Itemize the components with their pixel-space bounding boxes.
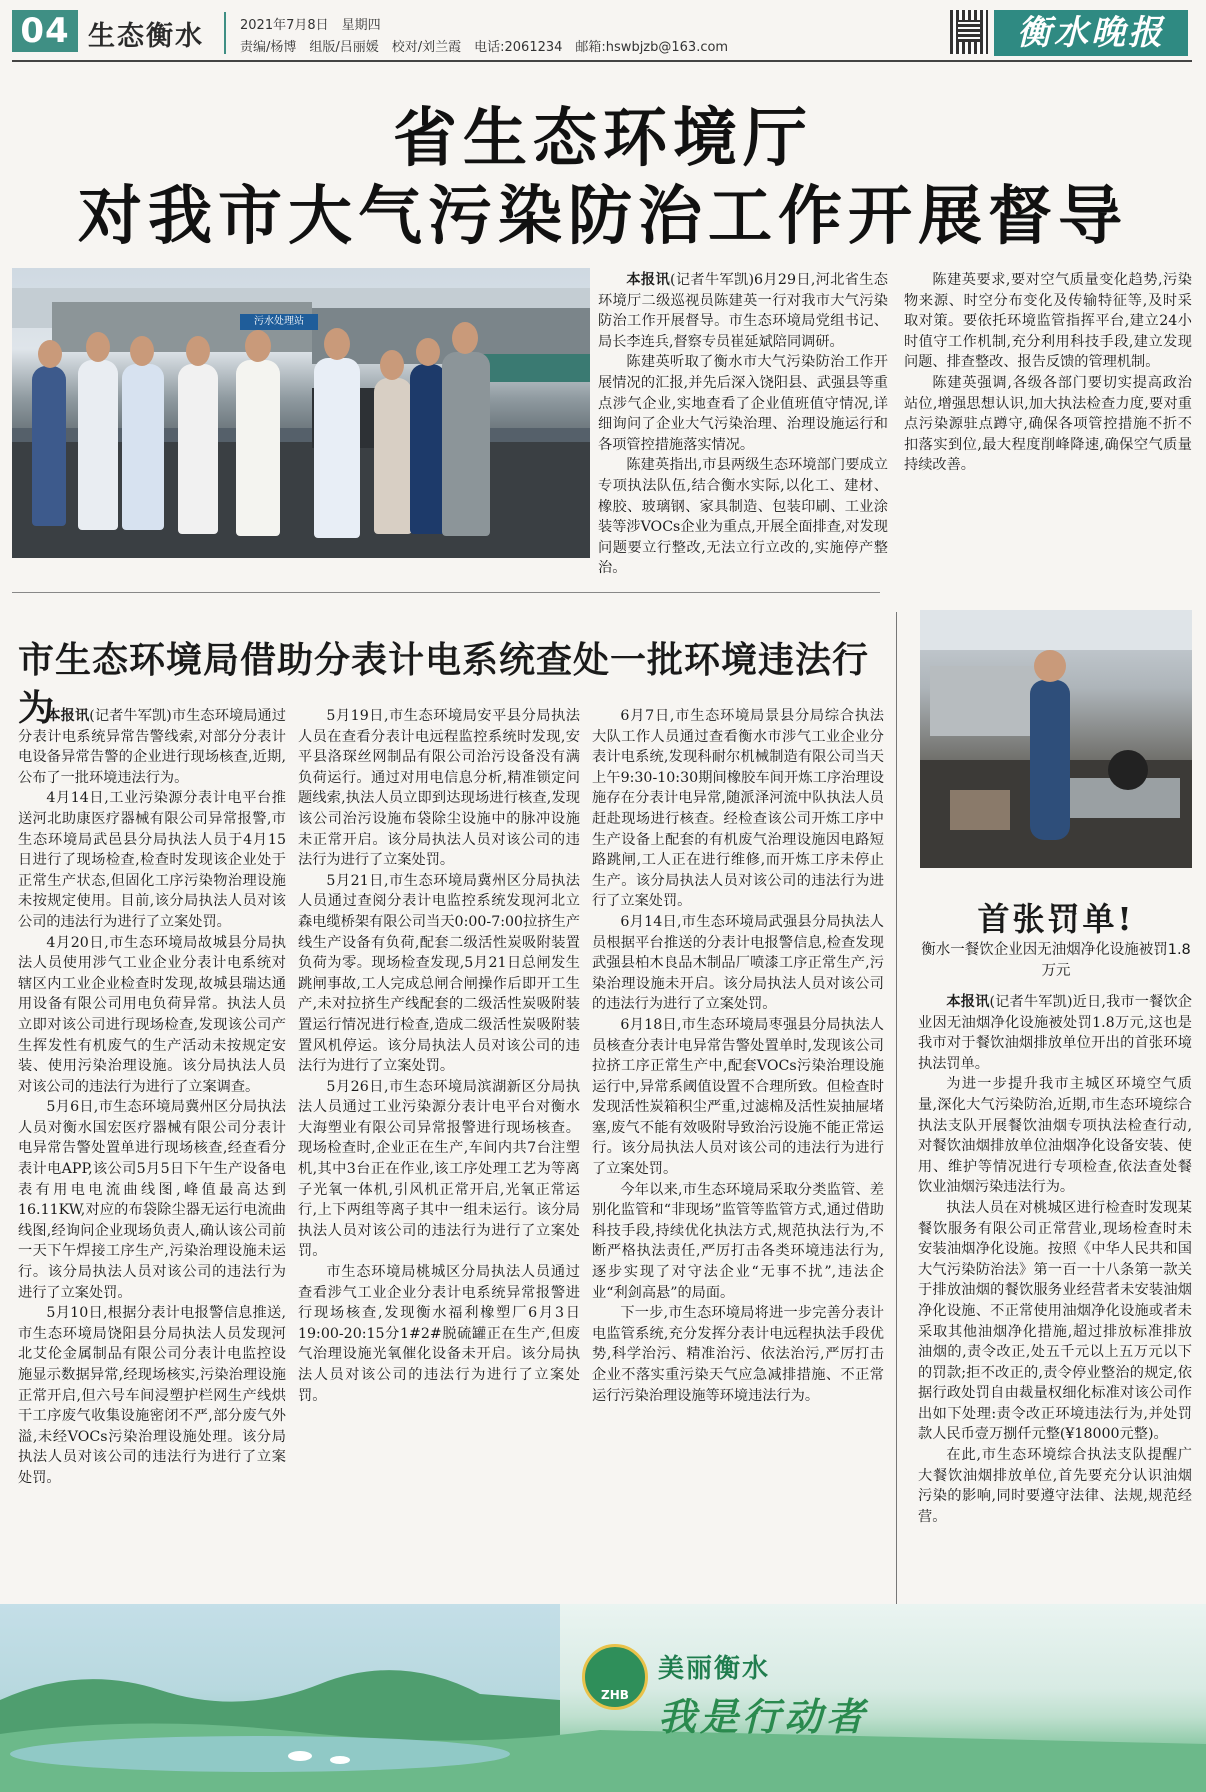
lead-headline bbox=[0, 100, 1206, 256]
qr-code-icon bbox=[950, 10, 988, 54]
article3-title: 首张罚单! bbox=[977, 900, 1135, 938]
article2-paragraph: 今年以来,市生态环境局采取分类监管、差别化监管和“非现场”监管等监管方式,通过借助科技手段,持续优化执法方式,规范执法行为,不断严格执法责任,严厉打击各类环境违法行为,逐步实现了对守法企业“无事不扰”,违法企业“利剑高悬”的局面。 bbox=[592, 1181, 884, 1301]
photo-person bbox=[178, 364, 218, 534]
photo-person-head bbox=[416, 338, 440, 366]
article3-paragraph: 在此,市生态环境综合执法支队提醒广大餐饮油烟排放单位,首先要充分认识油烟污染的影响,同时要遵守法律、法规,规范经营。 bbox=[918, 1447, 1192, 1525]
photo-person-head bbox=[38, 340, 62, 368]
section-rule bbox=[12, 592, 880, 593]
photo-person-head bbox=[86, 332, 110, 362]
byline: 本报讯 bbox=[626, 272, 670, 288]
photo-person bbox=[78, 360, 118, 530]
photo-person-head bbox=[130, 336, 154, 366]
lead-paragraph: 陈建英听取了衡水市大气污染防治工作开展情况的汇报,并先后深入饶阳县、武强县等重点涉气企业,实地查看了企业值班值守情况,详细询问了企业大气污染治理、治理设施运行和各项管控措施落实情况。 bbox=[598, 354, 888, 453]
article2-paragraph: 市生态环境局桃城区分局执法人员通过查看涉气工业企业分表计电系统异常报警进行现场核查,发现衡水福利橡塑厂6月3日19:00-20:15分1#2#脱硫罐正在生产,但废气治理设施光氧催化设备未开启。该分局执法人员对该公司的违法行为进行了立案处罚。 bbox=[298, 1264, 580, 1404]
kitchen-scene-illustration bbox=[920, 610, 1192, 868]
banner-slogan-line2: 我是行动者 bbox=[658, 1694, 869, 1739]
lead-headline-line2: 对我市大气污染防治工作开展督导 bbox=[78, 179, 1128, 254]
header-divider bbox=[224, 12, 226, 54]
photo-person bbox=[410, 364, 446, 534]
photo-person bbox=[314, 358, 360, 538]
article2-paragraph: 4月14日,工业污染源分表计电平台推送河北助康医疗器械有限公司异常报警,市生态环境局武邑县分局执法人员于4月15日进行了现场检查,检查时发现该企业处于正常生产状态,但固化工序污染物治理设施未按规定使用。目前,该分局执法人员对该公司的违法行为进行了立案处罚。 bbox=[18, 790, 286, 930]
photo-person-head bbox=[186, 336, 210, 366]
lead-column-1 bbox=[598, 270, 888, 579]
photo-person bbox=[374, 378, 412, 534]
editor-credits: 责编/杨博 组版/吕丽媛 校对/刘兰霞 电话:2061234 邮箱:hswbjzb@163.com bbox=[240, 40, 729, 55]
article3-column bbox=[918, 992, 1192, 1527]
lead-paragraph: 陈建英要求,要对空气质量变化趋势,污染物来源、时空分布变化及传输特征等,及时采取对策。要依托环境监管指挥平台,建立24小时值守工作机制,充分利用科技手段,建立发现问题、排查整改、报告反馈的管理机制。 bbox=[904, 272, 1192, 371]
article2-title: 市生态环境局借助分表计电系统查处一批环境违法行为 bbox=[18, 639, 870, 729]
banner-slogan-line1: 美丽衡水 bbox=[658, 1654, 771, 1684]
public-service-banner bbox=[0, 1604, 1206, 1792]
section-name: 生态衡水 bbox=[88, 21, 204, 52]
page-number: 04 bbox=[12, 10, 78, 52]
lead-paragraph: 陈建英强调,各级各部门要切实提高政治站位,增强思想认识,加大执法检查力度,要对重点污染源驻点蹲守,确保各项管控措施不折不扣落实到位,最大程度削峰降速,确保空气质量持续改善。 bbox=[904, 374, 1192, 474]
article2-column-3 bbox=[592, 706, 884, 1406]
article2-paragraph: 6月14日,市生态环境局武强县分局执法人员根据平台推送的分表计电报警信息,检查发现武强县柏木良品木制品厂喷漆工序正常生产,污染治理设施未开启。该分局执法人员对该公司的违法行为进行了立案处罚。 bbox=[592, 913, 884, 1013]
lead-headline-line1: 省生态环境厅 bbox=[393, 101, 813, 176]
lead-intro: (记者牛军凯)6月29日,河北省生态环境厅二级巡视员陈建英一行对我市大气污染防治工作开展督导。市生态环境局党组书记、局长李连兵,督察专员崔延斌陪同调研。 bbox=[598, 272, 888, 350]
article3-intro: (记者牛军凯)近日,我市一餐饮企业因无油烟净化设施被处罚1.8万元,这也是我市对于餐饮油烟排放单位开出的首张环境执法罚单。 bbox=[918, 994, 1192, 1072]
photo-person-head bbox=[452, 322, 478, 354]
lead-paragraph: 陈建英指出,市县两级生态环境部门要成立专项执法队伍,结合衡水实际,以化工、建材、橡胶、玻璃钢、家具制造、包装印刷、工业涂装等涉VOCs企业为重点,开展全面排查,对发现问题要立行整改,无法立行立改的,实施停产整治。 bbox=[598, 457, 888, 577]
article2-paragraph: 下一步,市生态环境局将进一步完善分表计电监管系统,充分发挥分表计电远程执法手段优势,科学治污、精准治污、依法治污,严厉打击企业不落实重污染天气应急减排措施、不正常运行污染治理设施等环境违法行为。 bbox=[592, 1305, 884, 1404]
photo-person bbox=[442, 352, 490, 536]
article3-paragraph: 执法人员在对桃城区进行检查时发现某餐饮服务有限公司正常营业,现场检查时未安装油烟净化设施。按照《中华人民共和国大气污染防治法》第一百一十八条第一款关于排放油烟的餐饮服务业经营者未安装油烟净化设施、不正常使用油烟净化设施或者未采取其他油烟净化措施,超过排放标准排放油烟的,责令改正,处五千元以上五万元以下的罚款;拒不改正的,责令停业整治的规定,依据行政处罚自由裁量权细化标准对该公司作出如下处理:责令改正环境违法行为,并处罚款人民币壹万捌仟元整(¥18000元整)。 bbox=[918, 1199, 1192, 1443]
article3-paragraph: 为进一步提升我市主城区环境空气质量,深化大气污染防治,近期,市生态环境综合执法支队开展餐饮油烟专项执法检查行动,对餐饮油烟排放单位油烟净化设备安装、使用、维护等情况进行专项检查,依法查处餐饮业油烟污染违法行为。 bbox=[918, 1076, 1192, 1196]
photo-person bbox=[32, 366, 66, 526]
article2-intro: (记者牛军凯)市生态环境局通过分表计电系统异常告警线索,对部分分表计电设备异常告警的企业进行现场核查,近期,公布了一批环境违法行为。 bbox=[18, 708, 286, 786]
photo-person-head bbox=[380, 350, 404, 380]
article2-paragraph: 5月19日,市生态环境局安平县分局执法人员在查看分表计电远程监控系统时发现,安平县洛琛丝网制品有限公司治污设备没有满负荷运行。通过对用电信息分析,精准锁定问题线索,执法人员立即到达现场进行核查,发现该公司治污设施布袋除尘设施中的脉冲设施未正常开启。该分局执法人员对该公司的违法行为进行了立案处罚。 bbox=[298, 708, 580, 869]
article2-column-1 bbox=[18, 706, 286, 1489]
photo-person-head bbox=[324, 328, 350, 360]
article2-paragraph: 4月20日,市生态环境局故城县分局执法人员使用涉气工业企业分表计电系统对辖区内工业企业检查时发现,故城县瑞达通用设备有限公司用电负荷异常。执法人员立即对该公司进行现场检查,发现该公司产生挥发性有机废气的生产活动未按规定安装、使用污染治理设施。该分局执法人员对该公司的违法行为进行了立案调查。 bbox=[18, 934, 286, 1095]
photo-person bbox=[236, 360, 280, 536]
lead-photo bbox=[12, 268, 590, 558]
byline: 本报讯 bbox=[46, 708, 90, 724]
photo-sign: 污水处理站 bbox=[240, 314, 318, 330]
photo-person bbox=[122, 364, 164, 530]
article2-paragraph: 5月6日,市生态环境局冀州区分局执法人员对衡水国宏医疗器械有限公司分表计电异常告警处置单进行现场核查,经查看分表计电APP,该公司5月5日下午生产设备电表有用电电流曲线图,峰值最高达到16.11KW,对应的布袋除尘器无运行电流曲线图,经询问企业现场负责人,确认该公司前一天下午焊接工序生产,污染治理设施未运行。该分局执法人员对该公司的违法行为进行了立案处罚。 bbox=[18, 1099, 286, 1301]
article2-paragraph: 6月7日,市生态环境局景县分局综合执法大队工作人员通过查看衡水市涉气工业企业分表计电系统,发现科耐尔机械制造有限公司当天上午9:30-10:30期间橡胶车间开炼工序治理设施存在分表计电异常,随派泽河流中队执法人员赶赴现场进行核查。经检查该公司开炼工序中生产设备上配套的有机废气治理设施因电路短路跳闸,工人正在进行维修,而开炼工序未停止生产。该分局执法人员对该公司的违法行为进行了立案处罚。 bbox=[592, 708, 884, 910]
environmental-logo-icon: ZHB bbox=[582, 1644, 648, 1710]
article3-paragraph bbox=[918, 992, 1192, 1074]
restaurant-photo bbox=[920, 610, 1192, 868]
article2-column-2 bbox=[298, 706, 580, 1406]
newspaper-masthead: 衡水晚报 bbox=[994, 10, 1188, 56]
article2-paragraph: 6月18日,市生态环境局枣强县分局执法人员核查分表计电异常告警处置单时,发现该公司拉挤工序正常生产中,配套VOCs污染治理设施运行中,异常系阈值设置不合理所致。但检查时发现活性炭箱积尘严重,过滤棉及活性炭抽屉堵塞,废气不能有效吸附导致治污设施不能正常运行。该分局执法人员对该公司的违法行为进行了立案处罚。 bbox=[592, 1016, 884, 1178]
lead-column-2 bbox=[904, 270, 1192, 476]
photo-person-head bbox=[245, 330, 271, 362]
article2-paragraph: 5月21日,市生态环境局冀州区分局执法人员通过查阅分表计电监控系统发现河北立森电缆桥架有限公司当天0:00-7:00拉挤生产线生产设备有负荷,配套二级活性炭吸附装置负荷为零。现场检查发现,5月21日总闸发生跳闸事故,工人完成总闸合闸操作后即开工生产,未对拉挤生产线配套的二级活性炭吸附装置运行情况进行检查,造成二级活性炭吸附装置风机停运。该分局执法人员对该公司的违法行为进行了立案处罚。 bbox=[298, 872, 580, 1075]
article2-paragraph: 5月10日,根据分表计电报警信息推送,市生态环境局饶阳县分局执法人员发现河北艾伦金属制品有限公司分表计电监控设施显示数据异常,经现场核实,污染治理设施正常开启,但六号车间浸塑护栏网生产线烘干工序废气收集设施密闭不严,部分废气外溢,未经VOCs污染治理设施处理。该分局执法人员对该公司的违法行为进行了立案处罚。 bbox=[18, 1305, 286, 1486]
column-divider bbox=[896, 612, 897, 1732]
header-rule bbox=[12, 60, 1192, 62]
byline: 本报讯 bbox=[946, 994, 990, 1010]
article2-paragraph: 5月26日,市生态环境局滨湖新区分局执法人员通过工业污染源分表计电平台对衡水大海塑业有限公司异常报警进行现场核查。现场检查时,企业正在生产,车间内共7台注塑机,其中3台正在作业,该工序处理工艺为等离子光氧一体机,引风机正常开启,光氧正常运行,上下两组等离子其中一组未运行。该分局执法人员对该公司的违法行为进行了立案处罚。 bbox=[298, 1078, 580, 1260]
issue-date: 2021年7月8日 星期四 bbox=[240, 18, 381, 33]
article2-paragraph bbox=[18, 706, 286, 788]
article3-subtitle: 衡水一餐饮企业因无油烟净化设施被罚1.8万元 bbox=[921, 942, 1191, 979]
lead-paragraph bbox=[598, 270, 888, 352]
